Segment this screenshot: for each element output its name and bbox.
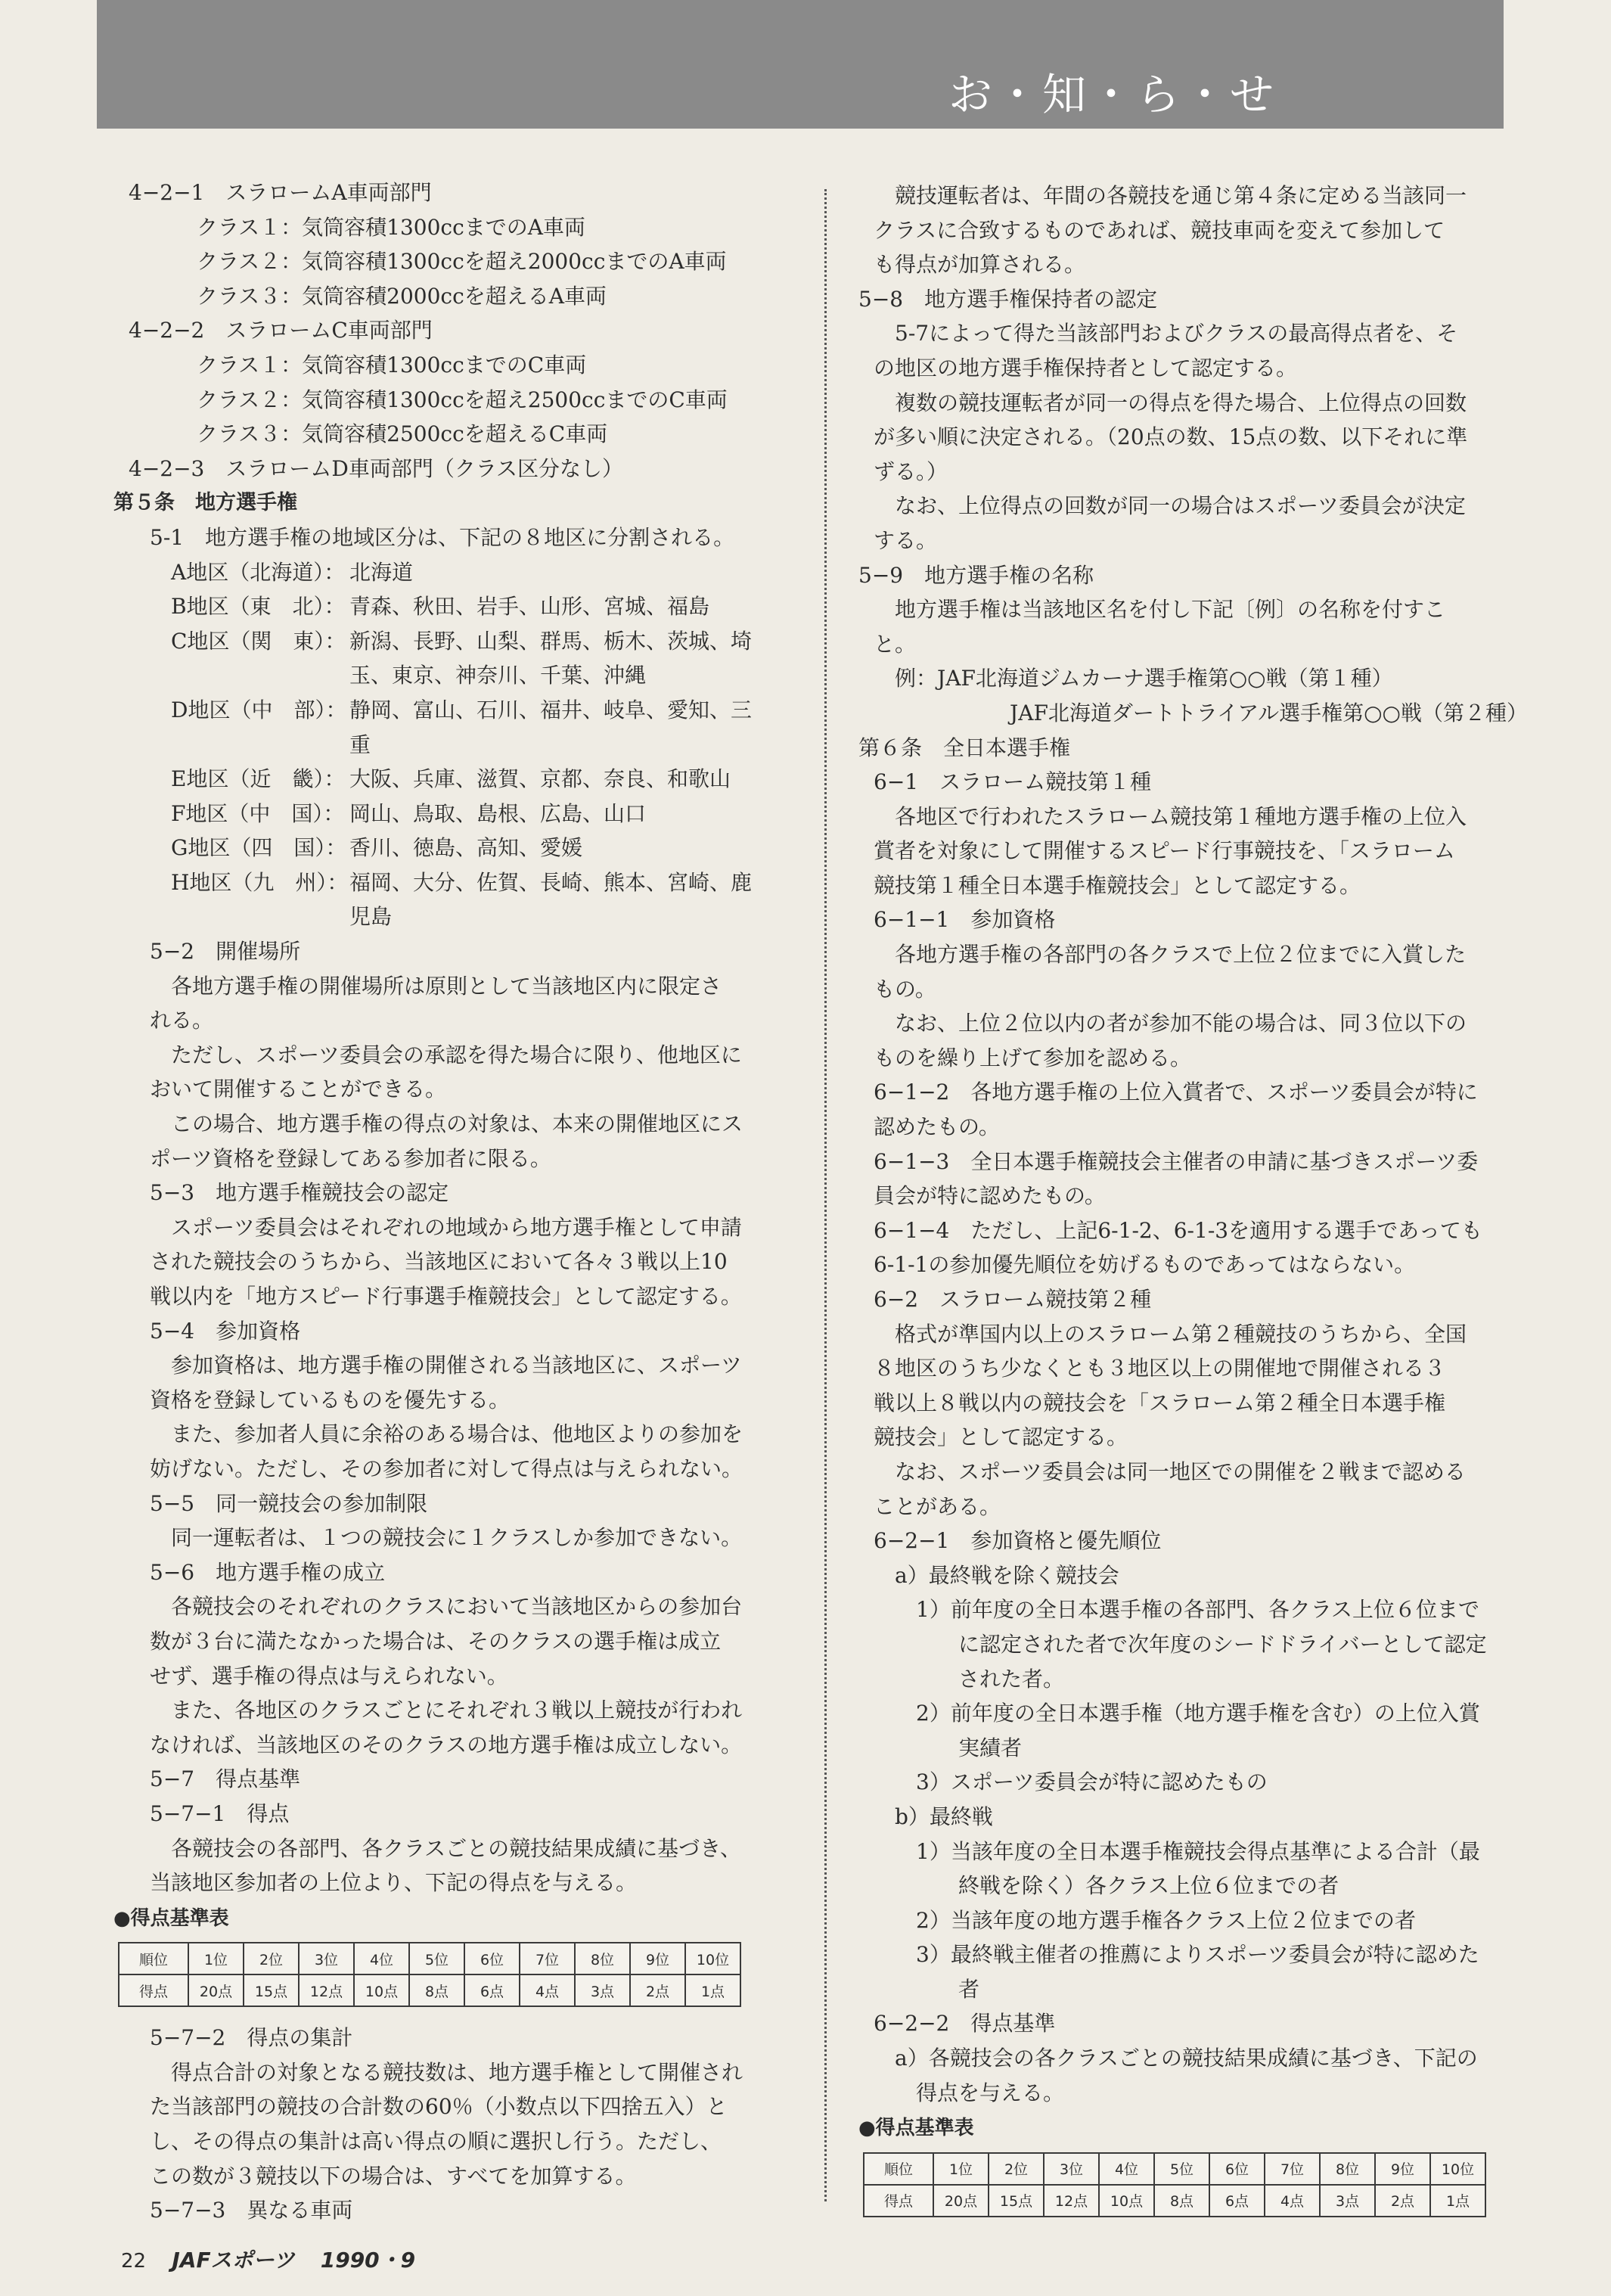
- text-line: 各競技会のそれぞれのクラスにおいて当該地区からの参加台: [171, 1594, 743, 1620]
- points-cell: 4点: [520, 1974, 575, 2006]
- region-prefectures: 児島: [349, 904, 393, 930]
- rank-cell: 1位: [933, 2153, 989, 2185]
- text-line: する。: [874, 527, 938, 553]
- text-line: 6-1-1の参加優先順位を妨げるものであってはならない。: [874, 1252, 1416, 1278]
- text-line: 5−8 地方選手権保持者の認定: [858, 286, 1158, 312]
- region-row: [171, 797, 779, 831]
- score-table-points-row: [119, 1974, 740, 2006]
- magazine-name: JAFスポーツ: [172, 2248, 295, 2273]
- text-line: 各地方選手権の開催場所は原則として当該地区内に限定さ: [171, 973, 722, 999]
- points-cell: 15点: [989, 2185, 1044, 2217]
- score-table-row-header: 得点: [864, 2185, 933, 2217]
- text-line: 6−1−4 ただし、上記6-1-2、6-1-3を適用する選手であっても: [874, 1217, 1482, 1243]
- text-line: 実績者: [958, 1735, 1023, 1760]
- page-number: 22: [121, 2250, 147, 2273]
- points-cell: 12点: [1044, 2185, 1099, 2217]
- region-prefectures: 重: [349, 732, 371, 757]
- text-line: クラスに合致するものであれば、競技車両を変えて参加して: [874, 217, 1445, 243]
- region-prefectures: 青森、秋田、岩手、山形、宮城、福島: [349, 594, 710, 620]
- rank-cell: 10位: [1430, 2153, 1485, 2185]
- region-row: [171, 865, 779, 900]
- points-cell: 10点: [354, 1974, 409, 2006]
- rank-cell: 1位: [188, 1943, 244, 1974]
- text-line: に認定された者で次年度のシードドライバーとして認定: [958, 1631, 1487, 1657]
- rank-cell: 8位: [1320, 2153, 1375, 2185]
- text-line: クラス２：気筒容積1300ccを超え2500ccまでのC車両: [197, 387, 728, 412]
- text-line: ただし、スポーツ委員会の承認を得た場合に限り、他地区に: [171, 1042, 742, 1067]
- score-table-title: ●得点基準表: [113, 1906, 229, 1930]
- text-line: 5−7 得点基準: [150, 1766, 301, 1792]
- points-cell: 6点: [464, 1974, 520, 2006]
- region-row: [171, 728, 779, 763]
- region-row: [171, 831, 779, 865]
- text-line: 競技運転者は、年間の各競技を通じ第４条に定める当該同一: [895, 183, 1467, 208]
- issue-date: 1990・9: [320, 2248, 416, 2273]
- text-line: 5−9 地方選手権の名称: [858, 562, 1094, 588]
- region-label: D地区（中 部）：: [171, 697, 347, 722]
- rank-cell: 9位: [630, 1943, 685, 1974]
- text-line: なお、上位得点の回数が同一の場合はスポーツ委員会が決定: [895, 493, 1466, 519]
- region-row: [171, 624, 779, 659]
- text-line: 者: [958, 1976, 980, 2002]
- region-row: [171, 762, 779, 797]
- text-line: 5−7−3 異なる車両: [150, 2198, 353, 2223]
- text-line: 1）前年度の全日本選手権の各部門、各クラス上位６位まで: [916, 1597, 1479, 1623]
- text-line: 6−2−2 得点基準: [874, 2011, 1056, 2037]
- text-line: せず、選手権の得点は与えられない。: [150, 1663, 508, 1689]
- text-line: された競技会のうちから、当該地区において各々３戦以上10: [150, 1249, 728, 1275]
- region-label: F地区（中 国）：: [171, 800, 345, 826]
- region-prefectures: 大阪、兵庫、滋賀、京都、奈良、和歌山: [349, 766, 731, 792]
- text-line: この数が３競技以下の場合は、すべてを加算する。: [150, 2163, 637, 2189]
- text-line: 5−7−2 得点の集計: [150, 2025, 353, 2051]
- score-table-points-row: [864, 2185, 1485, 2217]
- score-table-row-header: 順位: [864, 2153, 933, 2185]
- points-cell: 15点: [244, 1974, 299, 2006]
- score-table-rank-row: [119, 1943, 740, 1974]
- region-label: E地区（近 畿）：: [171, 766, 346, 792]
- text-line: クラス３：気筒容積2000ccを超えるA車両: [197, 283, 607, 309]
- rank-cell: 5位: [409, 1943, 464, 1974]
- score-table-row-header: 順位: [119, 1943, 188, 1974]
- points-cell: 1点: [685, 1974, 740, 2006]
- text-line: が多い順に決定される。（20点の数、15点の数、以下それに準: [874, 424, 1468, 450]
- text-line: 得点合計の対象となる競技数は、地方選手権として開催され: [171, 2059, 743, 2085]
- text-line: クラス１：気筒容積1300ccまでのC車両: [197, 352, 587, 377]
- text-line: 5−4 参加資格: [150, 1318, 301, 1344]
- text-line: 終戦を除く）各クラス上位６位までの者: [958, 1873, 1339, 1899]
- text-line: 6−2 スラローム競技第２種: [874, 1287, 1152, 1312]
- region-prefectures: 岡山、鳥取、島根、広島、山口: [349, 800, 647, 826]
- score-table-right: [863, 2152, 1486, 2217]
- text-line: 5−7−1 得点: [150, 1800, 290, 1826]
- text-line: 員会が特に認めたもの。: [874, 1183, 1106, 1209]
- text-line: 2）当該年度の地方選手権各クラス上位２位までの者: [916, 1907, 1416, 1933]
- rank-cell: 3位: [1044, 2153, 1099, 2185]
- score-table-title: ●得点基準表: [858, 2117, 974, 2140]
- text-line: スポーツ委員会はそれぞれの地域から地方選手権として申請: [171, 1214, 742, 1240]
- page-title: お・知・ら・せ: [948, 69, 1277, 120]
- text-line: クラス２：気筒容積1300ccを超え2000ccまでのA車両: [197, 249, 727, 275]
- region-row: [171, 899, 779, 934]
- points-cell: 1点: [1430, 2185, 1485, 2217]
- text-line: の地区の地方選手権保持者として認定する。: [874, 355, 1298, 381]
- right-column: [858, 179, 1528, 2231]
- region-row: [171, 589, 779, 624]
- text-line: 戦以上８戦以内の競技会を「スラローム第２種全日本選手権: [874, 1390, 1446, 1415]
- text-line: クラス３：気筒容積2500ccを超えるC車両: [197, 421, 608, 447]
- text-line: 第５条 地方選手権: [113, 491, 297, 515]
- score-table-rank-row: [864, 2153, 1485, 2185]
- rank-cell: 5位: [1154, 2153, 1209, 2185]
- points-cell: 20点: [933, 2185, 989, 2217]
- text-line: この場合、地方選手権の得点の対象は、本来の開催地区にス: [171, 1111, 743, 1137]
- text-line: なければ、当該地区のそのクラスの地方選手権は成立しない。: [150, 1732, 743, 1757]
- rank-cell: 6位: [1209, 2153, 1265, 2185]
- rank-cell: 9位: [1375, 2153, 1430, 2185]
- region-label: A地区（北海道）：: [171, 559, 346, 585]
- text-line: た当該部門の競技の合計数の60％（小数点以下四捨五入）と: [150, 2094, 728, 2120]
- text-line: 2）前年度の全日本選手権（地方選手権を含む）の上位入賞: [916, 1701, 1480, 1726]
- text-line: ポーツ資格を登録してある参加者に限る。: [150, 1145, 551, 1171]
- text-line: れる。: [150, 1008, 214, 1033]
- text-line: された者。: [958, 1666, 1065, 1692]
- left-column: [113, 176, 779, 2228]
- points-cell: 8点: [1154, 2185, 1209, 2217]
- text-line: 得点を与える。: [916, 2080, 1065, 2105]
- text-line: 4−2−3 スラロームD車両部門（クラス区分なし）: [129, 455, 623, 481]
- text-line: b）最終戦: [895, 1804, 993, 1829]
- text-line: 各競技会の各部門、各クラスごとの競技結果成績に基づき、: [171, 1835, 742, 1861]
- text-line: 同一運転者は、１つの競技会に１クラスしか参加できない。: [171, 1525, 743, 1551]
- text-line: ８地区のうち少なくとも３地区以上の開催地で開催される３: [874, 1356, 1446, 1381]
- text-line: 第６条 全日本選手権: [858, 735, 1071, 760]
- region-row: [171, 693, 779, 728]
- text-line: ことがある。: [874, 1493, 1001, 1519]
- text-line: 各地区で行われたスラローム競技第１種地方選手権の上位入: [895, 803, 1467, 829]
- text-line: 1）当該年度の全日本選手権競技会得点基準による合計（最: [916, 1838, 1480, 1864]
- points-cell: 20点: [188, 1974, 244, 2006]
- text-line: 戦以内を「地方スピード行事選手権競技会」として認定する。: [150, 1284, 742, 1309]
- text-line: 5-7によって得た当該部門およびクラスの最高得点者を、そ: [895, 321, 1458, 346]
- text-line: 地方選手権は当該地区名を付し下記〔例〕の名称を付すこ: [895, 597, 1446, 623]
- rank-cell: 2位: [989, 2153, 1044, 2185]
- page-footer: [121, 2244, 415, 2274]
- rank-cell: 4位: [354, 1943, 409, 1974]
- text-line: また、各地区のクラスごとにそれぞれ３戦以上競技が行われ: [171, 1698, 743, 1723]
- region-prefectures: 北海道: [349, 559, 414, 585]
- rank-cell: 8位: [575, 1943, 630, 1974]
- region-prefectures: 香川、徳島、高知、愛媛: [349, 835, 583, 861]
- text-line: 各地方選手権の各部門の各クラスで上位２位までに入賞した: [895, 942, 1467, 968]
- text-line: 格式が準国内以上のスラローム第２種競技のうちから、全国: [895, 1321, 1467, 1347]
- points-cell: 6点: [1209, 2185, 1265, 2217]
- points-cell: 3点: [1320, 2185, 1375, 2217]
- text-line: 参加資格は、地方選手権の開催される当該地区に、スポーツ: [171, 1353, 742, 1378]
- text-line: 5-1 地方選手権の地域区分は、下記の８地区に分割される。: [150, 524, 735, 550]
- region-row: [171, 555, 779, 590]
- region-prefectures: 静岡、富山、石川、福井、岐阜、愛知、三: [349, 697, 753, 722]
- text-line: 5−5 同一競技会の参加制限: [150, 1490, 428, 1516]
- text-line: 妨げない。ただし、その参加者に対して得点は与えられない。: [150, 1456, 743, 1481]
- text-line: 競技会」として認定する。: [874, 1425, 1128, 1450]
- points-cell: 3点: [575, 1974, 630, 2006]
- text-line: と。: [874, 631, 917, 657]
- text-line: も得点が加算される。: [874, 252, 1086, 278]
- text-line: 複数の競技運転者が同一の得点を得た場合、上位得点の回数: [895, 390, 1467, 415]
- text-line: JAF北海道ダートトライアル選手権第○○戦（第２種）: [1010, 700, 1528, 725]
- points-cell: 2点: [1375, 2185, 1430, 2217]
- region-prefectures: 新潟、長野、山梨、群馬、栃木、茨城、埼: [349, 628, 753, 654]
- points-cell: 2点: [630, 1974, 685, 2006]
- text-line: 6−1−3 全日本選手権競技会主催者の申請に基づきスポーツ委: [874, 1148, 1479, 1174]
- text-line: a）最終戦を除く競技会: [895, 1562, 1119, 1588]
- text-line: 5−6 地方選手権の成立: [150, 1559, 386, 1585]
- text-line: 例：JAF北海道ジムカーナ選手権第○○戦（第１種）: [895, 666, 1393, 691]
- score-table-left: [118, 1942, 741, 2007]
- rank-cell: 6位: [464, 1943, 520, 1974]
- text-line: 5−2 開催場所: [150, 939, 301, 965]
- text-line: a）各競技会の各クラスごとの競技結果成績に基づき、下記の: [895, 2046, 1478, 2071]
- region-prefectures: 玉、東京、神奈川、千葉、沖縄: [349, 663, 647, 688]
- region-row: [171, 658, 779, 693]
- text-line: 4−2−1 スラロームA車両部門: [129, 180, 432, 205]
- rank-cell: 4位: [1099, 2153, 1154, 2185]
- score-table-row-header: 得点: [119, 1974, 188, 2006]
- points-cell: 10点: [1099, 2185, 1154, 2217]
- region-label: H地区（九 州）：: [171, 869, 349, 895]
- rank-cell: 7位: [1265, 2153, 1320, 2185]
- text-line: 資格を登録しているものを優先する。: [150, 1387, 511, 1412]
- text-line: なお、スポーツ委員会は同一地区での開催を２戦まで認める: [895, 1459, 1466, 1484]
- rank-cell: 2位: [244, 1943, 299, 1974]
- region-label: B地区（東 北）：: [171, 594, 346, 620]
- region-label: G地区（四 国）：: [171, 835, 347, 861]
- text-line: 競技第１種全日本選手権競技会」として認定する。: [874, 872, 1361, 898]
- text-line: 6−1−2 各地方選手権の上位入賞者で、スポーツ委員会が特に: [874, 1080, 1478, 1105]
- points-cell: 8点: [409, 1974, 464, 2006]
- text-line: なお、上位２位以内の者が参加不能の場合は、同３位以下の: [895, 1011, 1467, 1036]
- text-line: 6−1−1 参加資格: [874, 907, 1056, 933]
- text-line: 認めたもの。: [874, 1114, 1000, 1140]
- region-label: C地区（関 東）：: [171, 628, 346, 654]
- rank-cell: 10位: [685, 1943, 740, 1974]
- text-line: ずる。）: [874, 458, 948, 484]
- header-banner: [97, 0, 1504, 129]
- text-line: し、その得点の集計は高い得点の順に選択し行う。ただし、: [150, 2129, 722, 2155]
- rank-cell: 3位: [299, 1943, 354, 1974]
- text-line: 当該地区参加者の上位より、下記の得点を与える。: [150, 1870, 638, 1896]
- rank-cell: 7位: [520, 1943, 575, 1974]
- text-line: 3）スポーツ委員会が特に認めたもの: [916, 1769, 1268, 1795]
- region-prefectures: 福岡、大分、佐賀、長崎、熊本、宮崎、鹿: [349, 869, 753, 895]
- text-line: ものを繰り上げて参加を認める。: [874, 1045, 1192, 1070]
- text-line: 賞者を対象にして開催するスピード行事競技を、「スラローム: [874, 838, 1455, 864]
- text-line: 6−2−1 参加資格と優先順位: [874, 1528, 1162, 1554]
- points-cell: 4点: [1265, 2185, 1320, 2217]
- text-line: 3）最終戦主催者の推薦によりスポーツ委員会が特に認めた: [916, 1942, 1479, 1968]
- text-line: クラス１：気筒容積1300ccまでのA車両: [197, 214, 586, 240]
- column-divider: [824, 189, 827, 2201]
- text-line: 5−3 地方選手権競技会の認定: [150, 1180, 449, 1206]
- text-line: 数が３台に満たなかった場合は、そのクラスの選手権は成立: [150, 1628, 722, 1654]
- text-line: おいて開催することができる。: [150, 1077, 447, 1102]
- text-line: もの。: [874, 976, 936, 1002]
- text-line: 6−1 スラローム競技第１種: [874, 769, 1152, 795]
- text-line: また、参加者人員に余裕のある場合は、他地区よりの参加を: [171, 1421, 743, 1447]
- text-line: 4−2−2 スラロームC車両部門: [129, 318, 433, 343]
- points-cell: 12点: [299, 1974, 354, 2006]
